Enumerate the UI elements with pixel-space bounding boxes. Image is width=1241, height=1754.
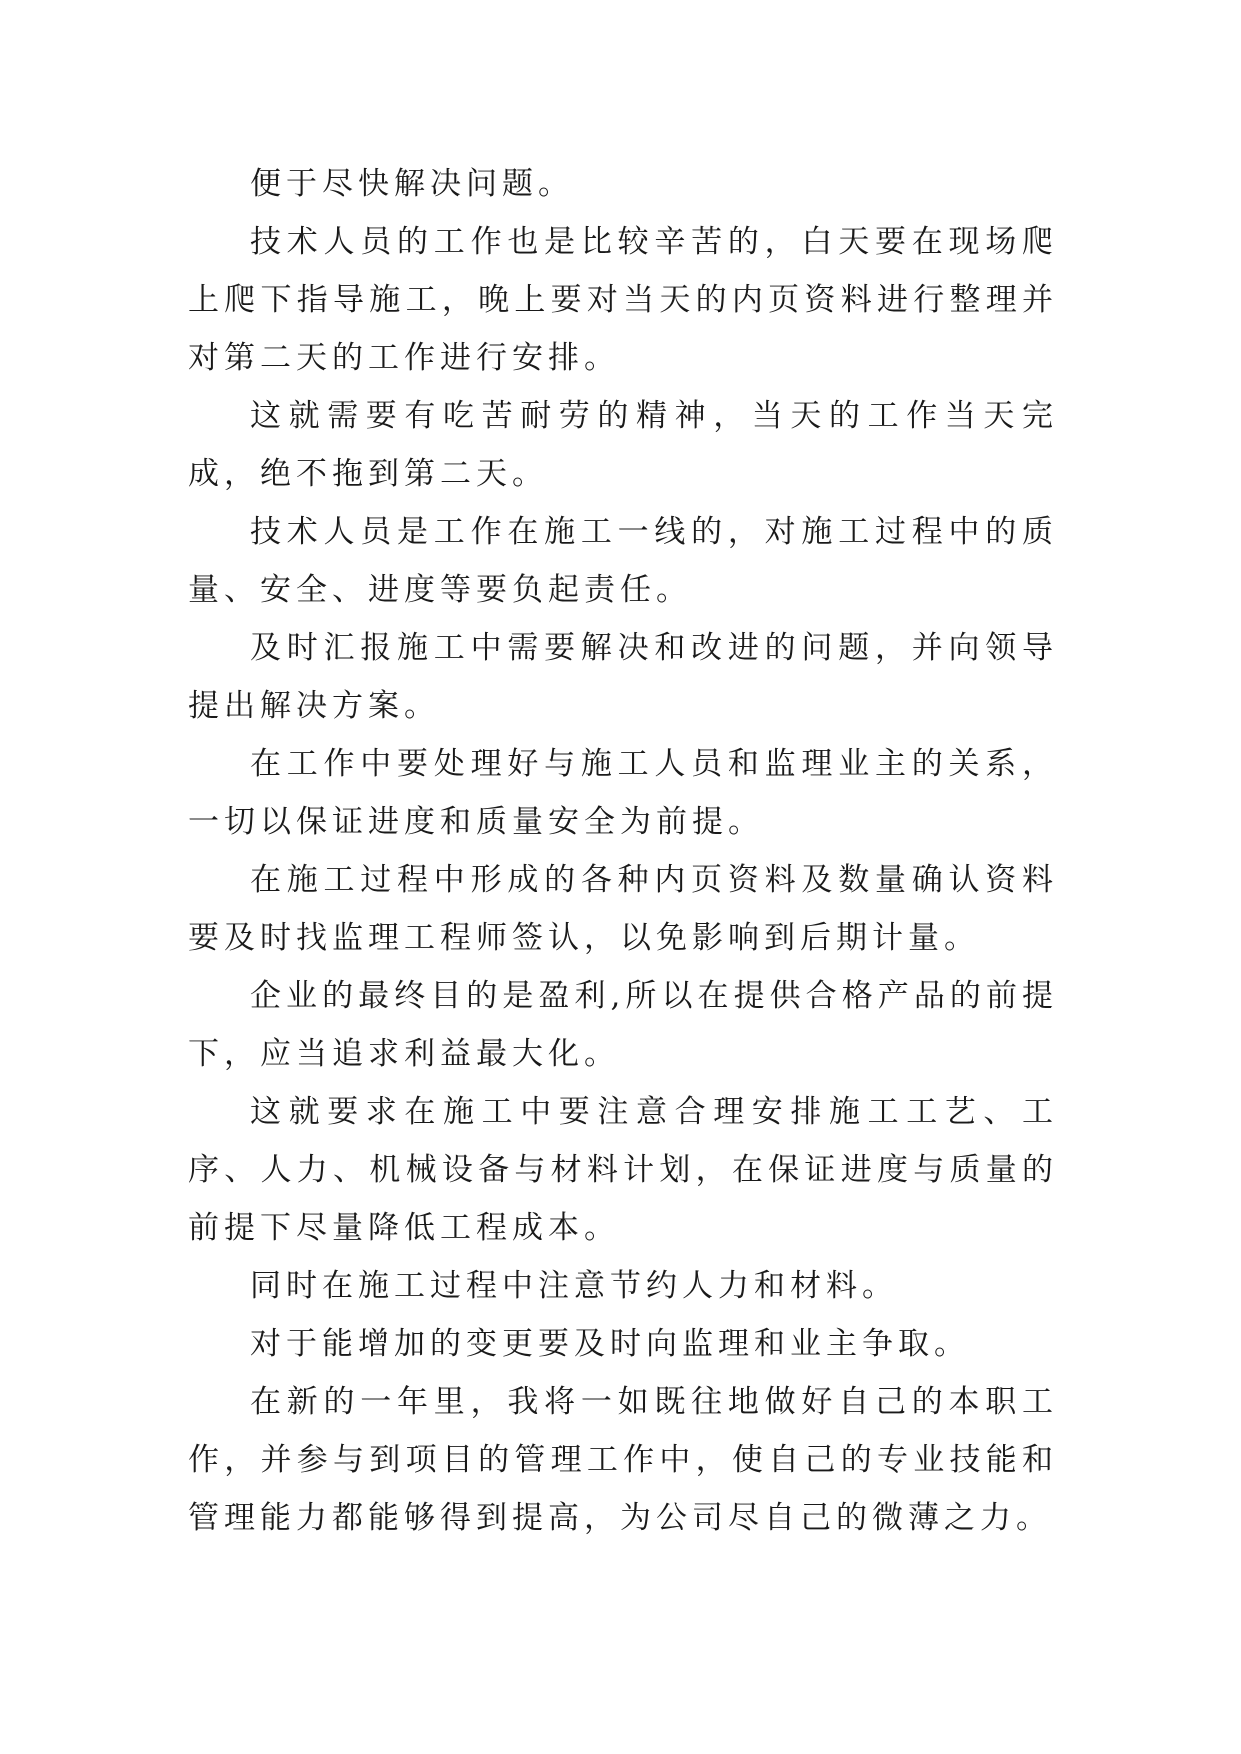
paragraph-11: 对于能增加的变更要及时向监理和业主争取。	[250, 1326, 970, 1362]
paragraph-8: 企业的最终目的是盈利,所以在提供合格产品的前提下，应当追求利益最大化。	[188, 978, 1058, 1072]
paragraph-3: 这就需要有吃苦耐劳的精神，当天的工作当天完成，绝不拖到第二天。	[188, 398, 1058, 492]
paragraph-9: 这就要求在施工中要注意合理安排施工工艺、工序、人力、机械设备与材料计划，在保证进度与质量的前提下尽量降低工程成本。	[188, 1094, 1058, 1246]
paragraph-5: 及时汇报施工中需要解决和改进的问题，并向领导提出解决方案。	[188, 630, 1058, 724]
paragraph-1: 便于尽快解决问题。	[250, 166, 574, 202]
paragraph-4: 技术人员是工作在施工一线的，对施工过程中的质量、安全、进度等要负起责任。	[188, 514, 1058, 608]
paragraph-7: 在施工过程中形成的各种内页资料及数量确认资料要及时找监理工程师签认，以免影响到后期计量。	[188, 862, 1058, 956]
paragraph-2: 技术人员的工作也是比较辛苦的，白天要在现场爬上爬下指导施工，晚上要对当天的内页资料进行整理并对第二天的工作进行安排。	[188, 224, 1058, 376]
document-body	[188, 155, 1058, 1547]
paragraph-12: 在新的一年里，我将一如既往地做好自己的本职工作，并参与到项目的管理工作中，使自己的专业技能和管理能力都能够得到提高，为公司尽自己的微薄之力。	[188, 1384, 1058, 1536]
paragraph-6: 在工作中要处理好与施工人员和监理业主的关系，一切以保证进度和质量安全为前提。	[188, 746, 1058, 840]
paragraph-10: 同时在施工过程中注意节约人力和材料。	[250, 1268, 898, 1304]
